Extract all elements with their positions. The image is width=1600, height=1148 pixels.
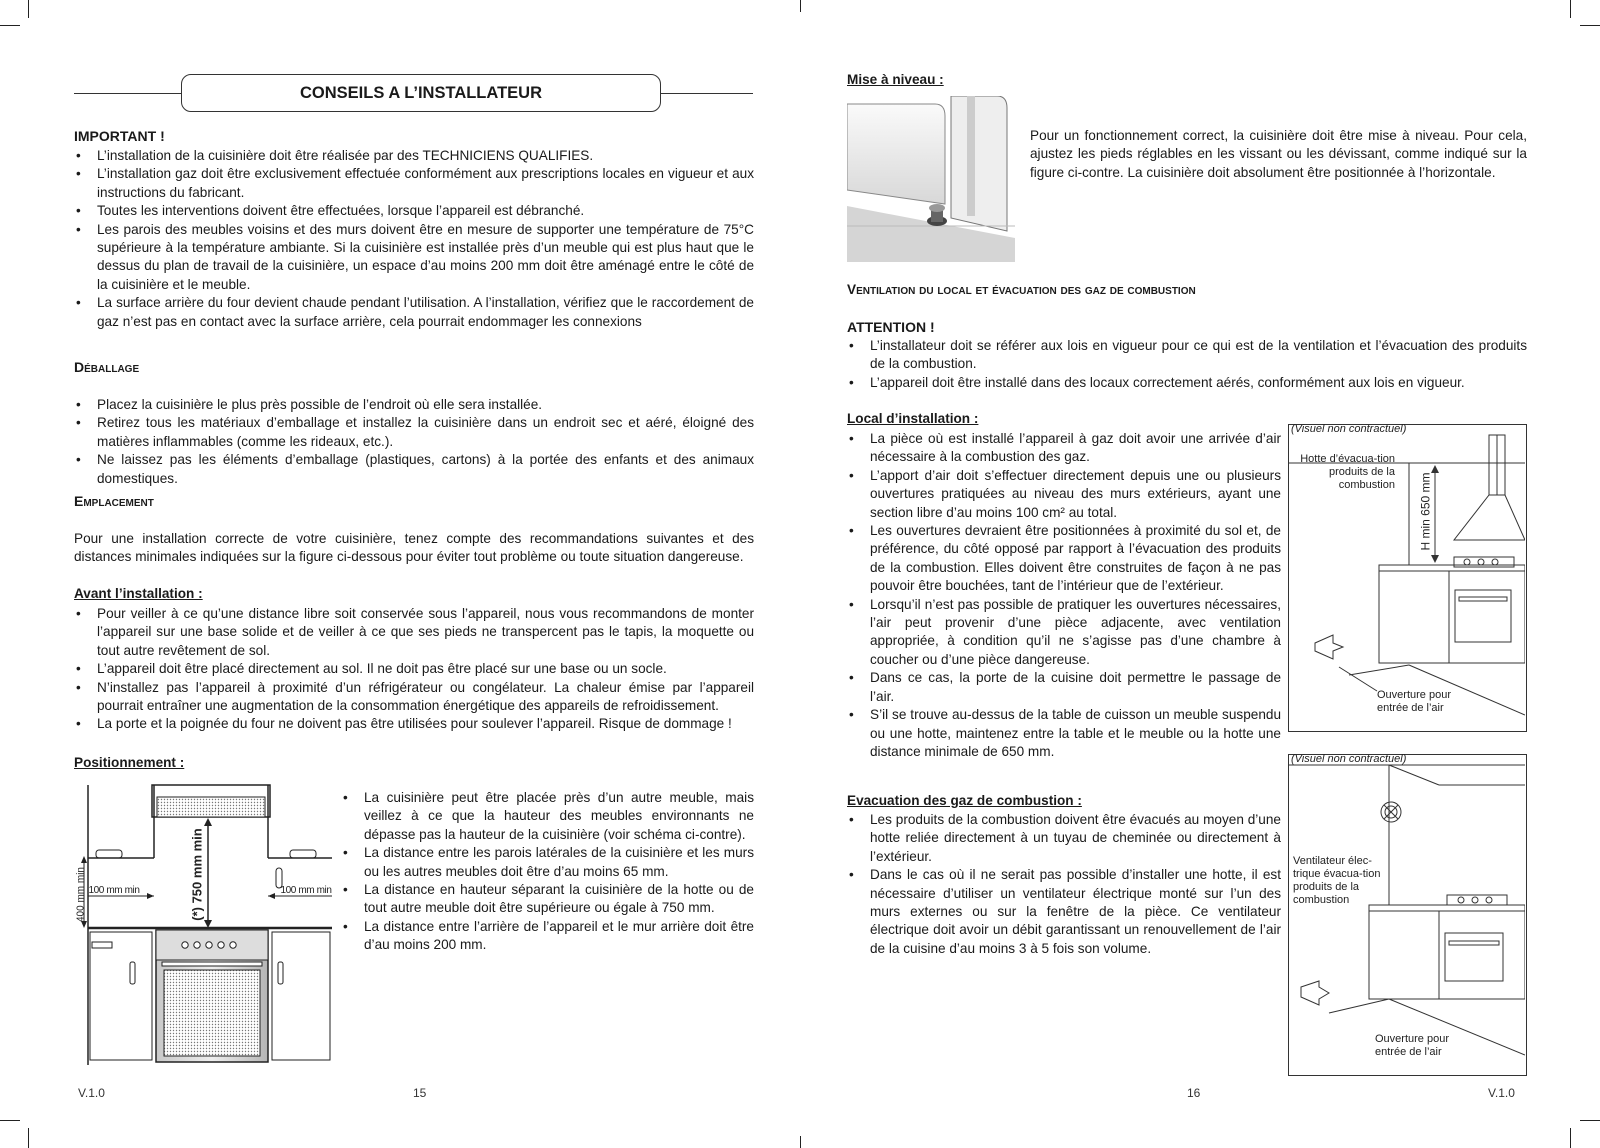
list-item: • L’installateur doit se référer aux lois en vigueur pour ce qui est de la ventilation et l’évacuation des produits de la combustion. (847, 337, 1527, 374)
ventilation-heading: Ventilation du local et évacuation des gaz de combustion (847, 282, 1196, 297)
title-rule-left (74, 93, 182, 94)
emplacement-text: Pour une installation correcte de votre cuisinière, tenez compte des recommandations suivantes et des distances minimales indiquées sur la figure ci-dessous pour éviter tout problème ou toute situation dangereuse. (74, 531, 754, 565)
local-heading: Local d’installation : (847, 411, 979, 426)
avant-list (74, 605, 754, 734)
list-item: • L’apport d’air doit s’effectuer directement depuis une ou plusieurs ouvertures pratiquées au niveau des murs extérieurs, ayant une section libre d’au moins 100 cm² au total. (847, 467, 1281, 522)
page-number: 16 (1187, 1086, 1201, 1100)
list-item: • La pièce où est installé l’appareil à gaz doit avoir une arrivée d’air nécessaire à la combustion des gaz. (847, 430, 1281, 467)
mise-text: Pour un fonctionnement correct, la cuisinière doit être mise à niveau. Pour cela, ajustez les pieds réglables en les vissant ou les dévissant, comme indiqué sur la figure ci-contre. La cuisinière doit absolument être positionnée à l’horizontale. (1030, 128, 1527, 180)
fan-label: Ventilateur élec-trique évacua-tion produits de la combustion (1293, 855, 1381, 906)
list-item: • L’installation de la cuisinière doit être réalisée par des TECHNICIENS QUALIFIES. (74, 147, 754, 165)
emplacement-heading: Emplacement (74, 493, 154, 509)
positionnement-heading: Positionnement : (74, 755, 185, 770)
list-item: • Ne laissez pas les éléments d’emballage (plastiques, cartons) à la portée des enfants et des animaux domestiques. (74, 451, 754, 488)
list-item: • La distance entre les parois latérales de la cuisinière et les murs ou les autres meubles doit être d’au moins 65 mm. (341, 844, 754, 881)
avant-heading: Avant l’installation : (74, 586, 203, 601)
label-100-right: 100 mm min (280, 885, 332, 896)
hood-label: Hotte d’évacua-tion produits de la combustion (1300, 453, 1395, 491)
visual-note: (Visuel non contractuel) (1291, 423, 1407, 435)
section-title: CONSEILS A L’INSTALLATEUR (181, 74, 661, 112)
hood-figure (1288, 424, 1527, 732)
mise-heading: Mise à niveau : (847, 72, 944, 87)
leveling-figure (847, 96, 1015, 262)
attention-heading: ATTENTION ! (847, 319, 935, 335)
opening-label: Ouverture pour entrée de l’air (1377, 689, 1451, 714)
list-item: • Pour veiller à ce qu’une distance libre soit conservée sous l’appareil, nous vous recommandons de monter l’appareil sur une base solide et de veiller à ce que ses pieds ne transpercent pas le tapis, la moquette ou tout autre revêtement de sol. (74, 605, 754, 660)
list-item: • La distance en hauteur séparant la cuisinière de la hotte ou de tout autre meuble doit être supérieure ou égale à 750 mm. (341, 881, 754, 918)
label-400: 400 mm min (75, 867, 87, 923)
footer-version: V.1.0 (1488, 1086, 1515, 1100)
right-page (800, 0, 1600, 1148)
list-item: • Retirez tous les matériaux d’emballage et installez la cuisinière dans un endroit sec et aéré, éloigné des matières inflammables (comme les rideaux, etc.). (74, 414, 754, 451)
evac-heading: Evacuation des gaz de combustion : (847, 793, 1082, 808)
label-750: (*) 750 mm min (189, 828, 205, 921)
local-list (847, 430, 1281, 761)
important-list (74, 147, 754, 331)
list-item: • La surface arrière du four devient chaude pendant l’utilisation. A l’installation, vérifiez que le raccordement de gaz n’est pas en contact avec la surface arrière, cela pourrait endommager les connexions (74, 294, 754, 331)
height-label: H min 650 mm (1418, 472, 1433, 551)
important-heading: IMPORTANT ! (74, 128, 165, 144)
evac-list (847, 811, 1281, 958)
list-item: • Dans le cas où il ne serait pas possible d’installer une hotte, il est nécessaire d’utiliser un ventilateur électrique monté sur l’un des murs externes ou sur la fenêtre de la pièce. Ce ventilateur électrique doit avoir un débit garantissant un renouvellement de l’air de la cuisine d’au moins 3 à 5 fois son volume. (847, 866, 1281, 958)
fan-figure (1288, 754, 1527, 1076)
list-item: • La cuisinière peut être placée près d’un autre meuble, mais veillez à ce que la hauteur des meubles environnants ne dépasse pas la hauteur de la cuisinière (voir schéma ci-contre). (341, 789, 754, 844)
footer-version: V.1.0 (78, 1086, 105, 1100)
visual-note: (Visuel non contractuel) (1291, 753, 1407, 765)
list-item: • Les produits de la combustion doivent être évacués au moyen d’une hotte reliée directement à un tuyau de cheminée ou directement à l’extérieur. (847, 811, 1281, 866)
attention-list (847, 337, 1527, 392)
list-item: • La porte et la poignée du four ne doivent pas être utilisées pour soulever l’appareil. Risque de dommage ! (74, 715, 754, 733)
positionnement-list (341, 789, 754, 955)
list-item: • L’appareil doit être installé dans des locaux correctement aérés, conformément aux lois en vigueur. (847, 374, 1527, 392)
title-rule-right (661, 93, 753, 94)
list-item: • Dans ce cas, la porte de la cuisine doit permettre le passage de l’air. (847, 669, 1281, 706)
list-item: • Les ouvertures devraient être positionnées à proximité du sol et, de préférence, du côté opposé par rapport à l’évacuation des produits de la combustion. Elles doivent être construites de façon à ne pas pouvoir être bouchées, tant de l’intérieur que de l’extérieur. (847, 522, 1281, 596)
label-100-left: 100 mm min (88, 885, 140, 896)
opening-label: Ouverture pour entrée de l’air (1375, 1033, 1449, 1058)
deballage-list (74, 396, 754, 488)
list-item: • N’installez pas l’appareil à proximité d’un réfrigérateur ou congélateur. La chaleur émise par l’appareil pourrait entraîner une augmentation de la consommation énergétique des appareils de refroidissement. (74, 679, 754, 716)
list-item: • L’installation gaz doit être exclusivement effectuée conformément aux prescriptions locales en vigueur et aux instructions du fabricant. (74, 165, 754, 202)
list-item: • Les parois des meubles voisins et des murs doivent être en mesure de supporter une température de 75°C supérieure à la température ambiante. Si la cuisinière est installée près d’un meuble qui est plus haut que le dessus du plan de travail de la cuisinière, un espace d’au moins 200 mm doit être aménagé entre le côté de la cuisinière et le meuble. (74, 221, 754, 295)
list-item: • La distance entre l’arrière de l’appareil et le mur arrière doit être d’au moins 200 mm. (341, 918, 754, 955)
list-item: • Lorsqu’il n’est pas possible de pratiquer les ouvertures nécessaires, l’air peut provenir d’une pièce adjacente, avec ventilation appropriée, à condition qu’il ne s’agisse pas d’une chambre à coucher ou d’une pièce dangereuse. (847, 596, 1281, 670)
list-item: • Toutes les interventions doivent être effectuées, lorsque l’appareil est débranché. (74, 202, 754, 220)
list-item: • S’il se trouve au-dessus de la table de cuisson un meuble suspendu ou une hotte, maintenez entre la table et le meuble ou la hotte une distance minimale de 650 mm. (847, 706, 1281, 761)
positioning-diagram (70, 780, 340, 1068)
list-item: • L’appareil doit être placé directement au sol. Il ne doit pas être placé sur une base ou un socle. (74, 660, 754, 678)
list-item: • Placez la cuisinière le plus près possible de l’endroit où elle sera installée. (74, 396, 754, 414)
deballage-heading: Déballage (74, 359, 140, 375)
page-number: 15 (413, 1086, 427, 1100)
